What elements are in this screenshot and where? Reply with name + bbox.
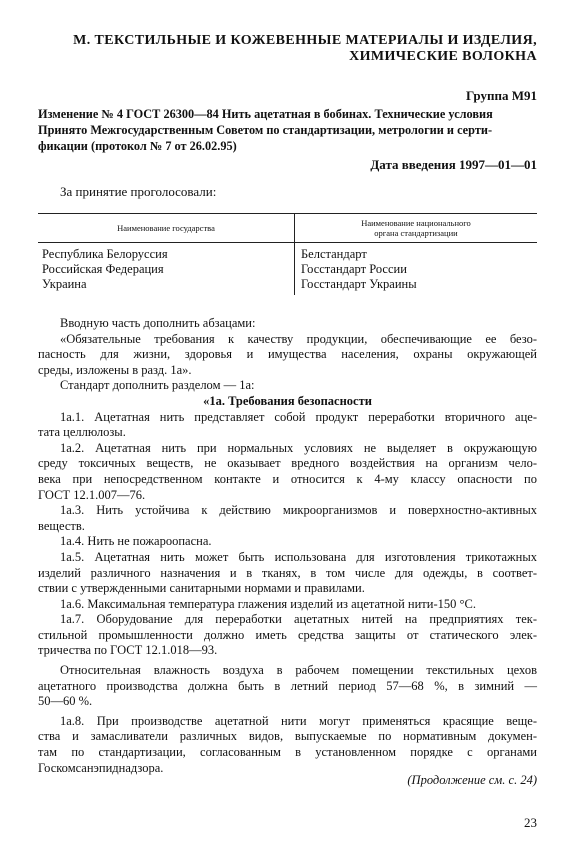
text-line: среду токсичных веществ, не оказывает вредного воздействия на организм чело-: [38, 456, 537, 471]
text-line: 1а.2. Ацетатная нить при нормальных условиях не выделяет в окружающую: [60, 440, 537, 455]
column-header-body-line-2: органа стандартизации: [374, 228, 458, 238]
body-cell: Госстандарт Украины: [295, 277, 538, 295]
adoption-line-2: фикации (протокол № 7 от 26.02.95): [38, 139, 237, 153]
text-line: 1а.5. Ацетатная нить может быть использована для изготовления трикотажных: [60, 549, 537, 564]
change-title: Изменение № 4 ГОСТ 26300—84 Нить ацетатная в бобинах. Технические условия: [38, 107, 493, 121]
state-cell: Украина: [42, 277, 87, 291]
section-title: [37, 33, 537, 65]
text-line: ствии с утвержденными санитарными нормами и правилами.: [38, 581, 365, 596]
column-header-body-line-1: Наименование национального: [361, 218, 471, 228]
introduction-date: Дата введения 1997—01—01: [370, 157, 537, 172]
text-line: стильной промышленности должно иметь средства защиты от статического элек-: [38, 627, 537, 642]
text-line: 50—60 %.: [38, 694, 93, 709]
state-cell: Российская Федерация: [42, 262, 164, 276]
text-line: «Обязательные требования к качеству продукции, обеспечивающие ее безо-: [60, 331, 537, 346]
group-code: Группа М91: [465, 88, 537, 103]
text-line: тричества по ГОСТ 12.1.018—93.: [38, 643, 218, 658]
text-line: 1а.4. Нить не пожароопасна.: [60, 534, 212, 549]
document-body: [38, 316, 537, 776]
text-line: ГОСТ 12.1.007—76.: [38, 487, 146, 502]
text-line: 1а.1. Ацетатная нить представляет собой продукт переработки вторичного аце-: [60, 409, 537, 424]
text-line: Вводную часть дополнить абзацами:: [60, 316, 256, 330]
state-cell: Республика Белоруссия: [42, 247, 168, 261]
page-number: 23: [524, 815, 537, 830]
text-line: Госкомсанэпиднадзора.: [38, 760, 164, 775]
body-cell: Белстандарт: [295, 243, 538, 263]
text-line: ацетатного производства должна быть в летний период 57—68 %, в зимний —: [38, 678, 537, 693]
text-line: среды, изложены в разд. 1а».: [38, 362, 192, 377]
table-row: [38, 262, 537, 277]
voting-table: [38, 213, 537, 295]
section-title-line-1: М. ТЕКСТИЛЬНЫЕ И КОЖЕВЕННЫЕ МАТЕРИАЛЫ И ИЗДЕЛИЯ,: [73, 33, 537, 48]
text-line: 1а.3. Нить устойчива к действию микроорганизмов и поверхностно-активных: [60, 503, 537, 518]
text-line: ства и замасливатели различных видов, выпускаемые по нормативным докумен-: [38, 729, 537, 744]
text-line: Стандарт дополнить разделом — 1а:: [60, 378, 255, 393]
text-line: пасность для жизни, здоровья и имущества населения, охраны окружающей: [38, 347, 537, 362]
text-line: 1а.6. Максимальная температура глажения изделий из ацетатной нити-150 °С.: [60, 596, 476, 611]
voted-label: За принятие проголосовали:: [60, 184, 217, 199]
text-line: изделий различного назначения и в тканях, в том числе для одежды, в соответ-: [38, 565, 537, 580]
section-title-line-2: ХИМИЧЕСКИЕ ВОЛОКНА: [349, 49, 537, 64]
text-line: веществ.: [38, 518, 85, 533]
adoption-line-1: Принято Межгосударственным Советом по стандартизации, метрологии и серти-: [38, 123, 493, 137]
column-header-state: Наименование государства: [38, 214, 295, 243]
change-notice: [38, 106, 537, 154]
text-line: там по стандартизации, согласованным в установленном порядке с органами: [38, 745, 537, 760]
continuation-note: (Продолжение см. с. 24): [407, 773, 537, 787]
text-line: тата целлюлозы.: [38, 425, 126, 440]
table-header-row: [38, 214, 537, 243]
subsection-heading: «1а. Требования безопасности: [203, 393, 372, 408]
text-line: 1а.7. Оборудование для переработки ацетатных нитей на предприятиях тек-: [60, 612, 537, 627]
table-row: [38, 243, 537, 263]
text-line: века при непосредственном контакте и относится к 4-му классу опасности по: [38, 471, 537, 486]
text-line: Относительная влажность воздуха в рабочем помещении текстильных цехов: [60, 663, 537, 678]
body-cell: Госстандарт России: [295, 262, 538, 277]
column-header-body: [295, 214, 538, 243]
table-row: [38, 277, 537, 295]
text-line: 1а.8. При производстве ацетатной нити могут применяться красящие веще-: [60, 713, 537, 728]
